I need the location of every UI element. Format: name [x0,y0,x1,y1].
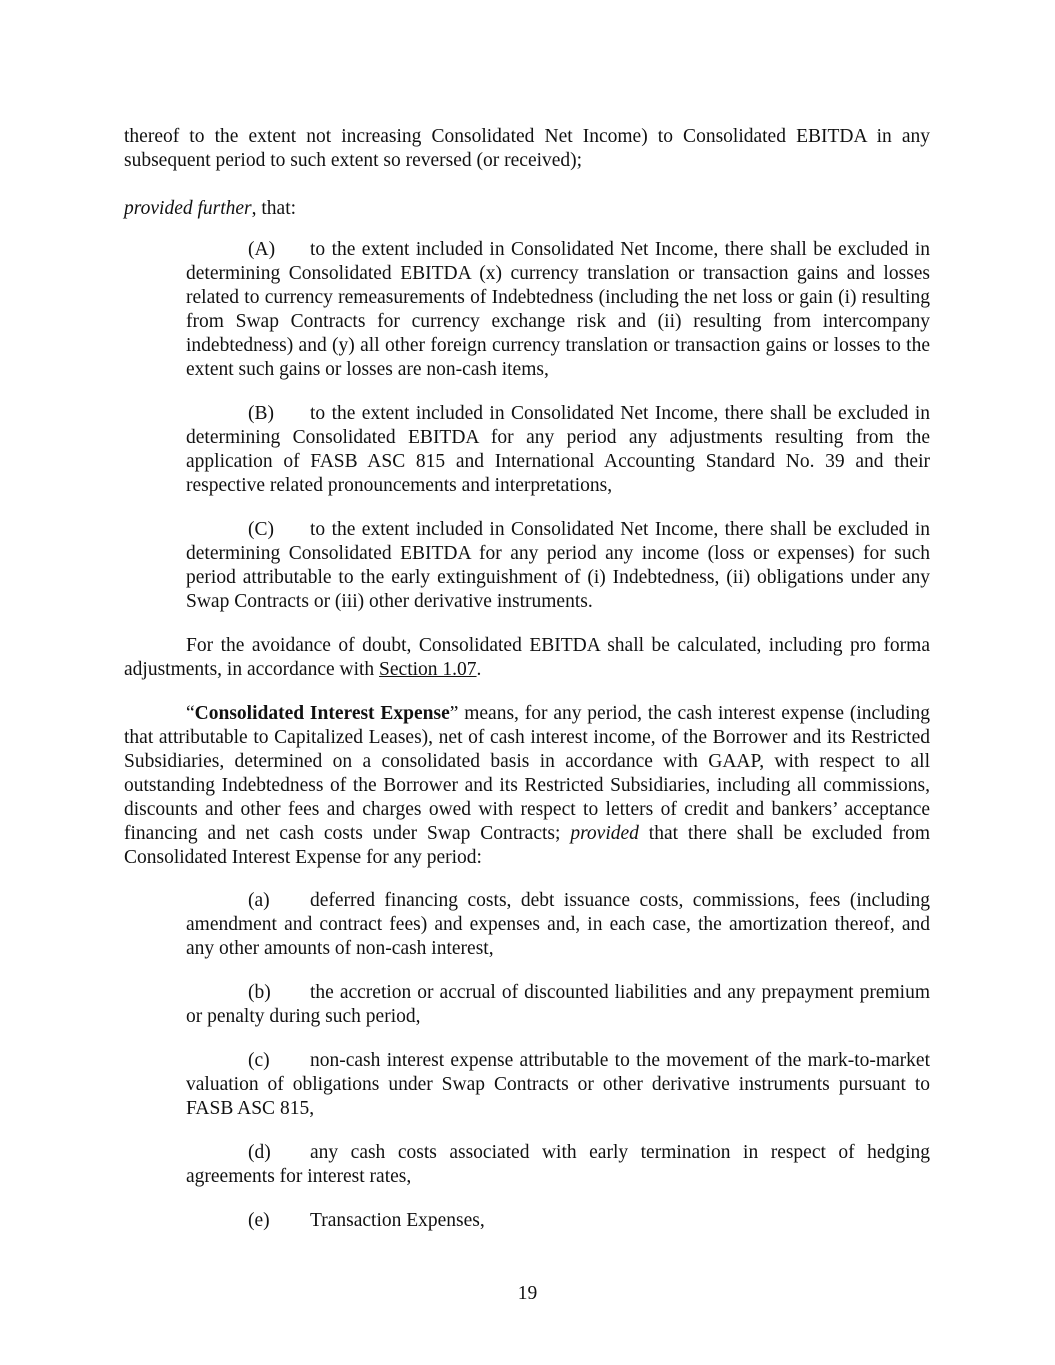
list-item-b [186,981,930,1029]
defined-term: Consolidated Interest Expense [194,703,450,724]
list-item-c [186,1049,930,1121]
paragraph-provided-further [124,197,930,221]
list-label-A: (A) [248,239,276,260]
list-text-d: any cash costs associated with early termination in respect of hedging agreements for interest rates, [186,1142,930,1187]
list-text-B: to the extent included in Consolidated Net Income, there shall be excluded in determining Consolidated EBITDA for any period any adjustments resulting from the application of FASB ASC 815 and International Accounting Standard No. 39 and their respective related pronouncements and interpretations, [186,403,930,496]
list-item-d [186,1141,930,1189]
section-1-07-link[interactable]: Section 1.07 [379,659,477,680]
list-label-a: (a) [248,890,270,911]
list-label-C: (C) [248,519,274,540]
avoidance-text: For the avoidance of doubt, Consolidated EBITDA shall be calculated, including pro forma adjustments, in accordance with [124,635,930,680]
list-text-A: to the extent included in Consolidated Net Income, there shall be excluded in determining Consolidated EBITDA (x) currency translation or transaction gains and losses related to currency remeasurements of Indebtedness (including the net loss or gain (i) resulting from Swap Contracts for currency exchange risk and (ii) resulting from intercompany indebtedness) and (y) all other foreign currency translation or transaction gains or losses to the extent such gains or losses are non-cash items, [186,239,930,380]
list-item-e [186,1209,930,1233]
list-item-C [186,518,930,614]
list-text-C: to the extent included in Consolidated Net Income, there shall be excluded in determining Consolidated EBITDA for any period any income (loss or expenses) for such period attributable to the early extinguishment of (i) Indebtedness, (ii) obligations under any Swap Contracts or (iii) other derivative instruments. [186,519,930,612]
paragraph-avoidance-of-doubt [124,634,930,682]
list-text-e: Transaction Expenses, [310,1210,485,1231]
list-text-c: non-cash interest expense attributable to the movement of the mark-to-market valuation of obligations under Swap Contracts or other derivative instruments pursuant to FASB ASC 815, [186,1050,930,1119]
paragraph-continuation: thereof to the extent not increasing Consolidated Net Income) to Consolidated EBITDA in any subsequent period to such extent so reversed (or received); [124,126,930,171]
avoidance-end: . [476,659,482,680]
list-label-e: (e) [248,1210,270,1231]
definition-consolidated-interest-expense [124,702,930,870]
provided-italic: provided [570,823,639,844]
page-number: 19 [517,1283,538,1304]
open-quote: “ [186,703,195,724]
list-label-d: (d) [248,1142,271,1163]
provided-further-italic: provided further [124,198,252,219]
definition-end: that there shall be excluded from Consolidated Interest Expense for any period: [124,823,931,868]
list-label-c: (c) [248,1050,270,1071]
list-text-b: the accretion or accrual of discounted liabilities and any prepayment premium or penalty during such period, [186,982,930,1027]
list-label-B: (B) [248,403,274,424]
list-item-B [186,402,930,498]
provided-further-rest: , that: [251,198,297,219]
list-item-a [186,889,930,961]
definition-text: ” means, for any period, the cash interest expense (including that attributable to Capitalized Leases), net of cash interest income, of the Borrower and its Restricted Subsidiaries, determined on a consolidated basis in accordance with GAAP, with respect to all outstanding Indebtedness of the Borrower and its Restricted Subsidiaries, including all commissions, discounts and other fees and charges owed with respect to letters of credit and bankers’ acceptance financing and net cash costs under Swap Contracts; [124,703,930,844]
list-text-a: deferred financing costs, debt issuance costs, commissions, fees (including amendment and contract fees) and expenses and, in each case, the amortization thereof, and any other amounts of non-cash interest, [186,890,930,959]
list-item-A [186,238,930,382]
list-label-b: (b) [248,982,271,1003]
